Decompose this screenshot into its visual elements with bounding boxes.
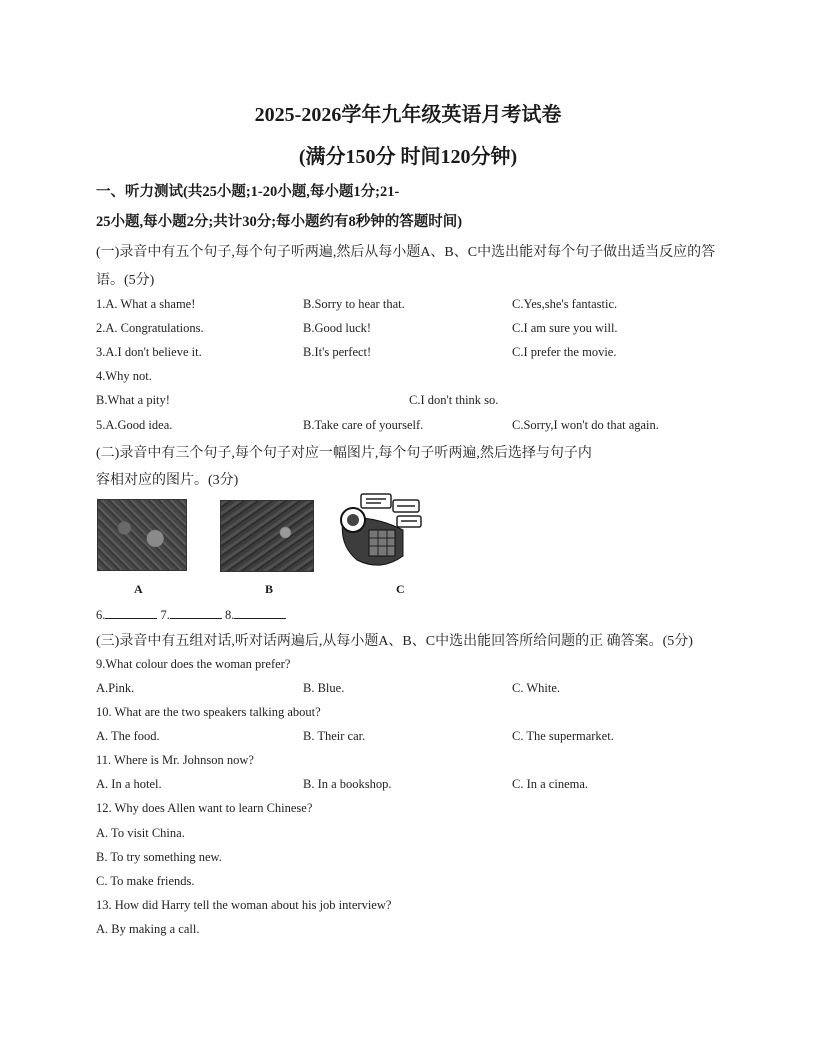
- q5-option-a: 5.A.Good idea.: [96, 418, 173, 432]
- q9-option-a: A.Pink.: [96, 681, 135, 695]
- blank-8[interactable]: [234, 606, 286, 619]
- picture-a: [97, 499, 187, 571]
- q12-option-b: B. To try something new.: [96, 850, 222, 864]
- blank-7[interactable]: [170, 606, 222, 619]
- q4-option-b: B.What a pity!: [96, 393, 170, 407]
- q1-option-b: B.Sorry to hear that.: [303, 297, 405, 311]
- picture-c-label: C: [396, 582, 405, 596]
- q9-stem: 9.What colour does the woman prefer?: [96, 657, 291, 671]
- q5-option-b: B.Take care of yourself.: [303, 418, 424, 432]
- q3-option-a: 3.A.I don't believe it.: [96, 345, 202, 359]
- q12-option-c: C. To make friends.: [96, 874, 195, 888]
- blank-8-label: 8.: [225, 608, 235, 622]
- q1-option-c: C.Yes,she's fantastic.: [512, 297, 618, 311]
- blank-6-label: 6.: [96, 608, 106, 622]
- part1-instruction-line1: (一)录音中有五个句子,每个句子听两遍,然后从每小题A、B、C中选出能对每个句子做出适当反应的答: [96, 245, 716, 260]
- q1-option-a: 1.A. What a shame!: [96, 297, 196, 311]
- section1-heading-line2: 25小题,每小题2分;共计30分;每小题约有8秒钟的答题时间): [96, 214, 463, 230]
- q9-option-c: C. White.: [512, 681, 561, 695]
- blank-7-label: 7.: [160, 608, 170, 622]
- q10-option-a: A. The food.: [96, 729, 160, 743]
- picture-c: [333, 490, 429, 572]
- q13-option-a: A. By making a call.: [96, 922, 200, 936]
- picture-b: [220, 500, 314, 572]
- part1-instruction-line2: 语。(5分): [96, 273, 155, 288]
- q5-option-c: C.Sorry,I won't do that again.: [512, 418, 659, 432]
- q3-option-b: B.It's perfect!: [303, 345, 372, 359]
- q10-option-b: B. Their car.: [303, 729, 366, 743]
- blank-6[interactable]: [105, 606, 157, 619]
- answer-blanks-row: [96, 606, 286, 623]
- q4-option-c: C.I don't think so.: [409, 393, 499, 407]
- exam-subtitle: (满分150分 时间120分钟): [298, 146, 518, 168]
- q2-option-a: 2.A. Congratulations.: [96, 321, 204, 335]
- q9-option-b: B. Blue.: [303, 681, 345, 695]
- q11-option-b: B. In a bookshop.: [303, 777, 392, 791]
- exam-title: 2025-2026学年九年级英语月考试卷: [254, 104, 562, 126]
- picture-a-label: A: [134, 582, 143, 596]
- q10-stem: 10. What are the two speakers talking about?: [96, 705, 321, 719]
- q3-option-c: C.I prefer the movie.: [512, 345, 617, 359]
- q2-option-c: C.I am sure you will.: [512, 321, 618, 335]
- q11-option-c: C. In a cinema.: [512, 777, 589, 791]
- q11-option-a: A. In a hotel.: [96, 777, 162, 791]
- q10-option-c: C. The supermarket.: [512, 729, 614, 743]
- q2-option-b: B.Good luck!: [303, 321, 372, 335]
- q13-stem: 13. How did Harry tell the woman about his job interview?: [96, 898, 392, 912]
- q12-stem: 12. Why does Allen want to learn Chinese?: [96, 801, 313, 815]
- picture-b-label: B: [265, 582, 274, 596]
- part3-instruction: (三)录音中有五组对话,听对话两遍后,从每小题A、B、C中选出能回答所给问题的正 确答案。(5分): [96, 634, 693, 649]
- part2-instruction-line2: 容相对应的图片。(3分): [96, 473, 239, 488]
- q11-stem: 11. Where is Mr. Johnson now?: [96, 753, 254, 767]
- q4-stem: 4.Why not.: [96, 369, 152, 383]
- q12-option-a: A. To visit China.: [96, 826, 185, 840]
- part2-instruction-line1: (二)录音中有三个句子,每个句子对应一幅图片,每个句子听两遍,然后选择与句子内: [96, 446, 592, 461]
- section1-heading-line1: 一、听力测试(共25小题;1-20小题,每小题1分;21-: [96, 184, 400, 200]
